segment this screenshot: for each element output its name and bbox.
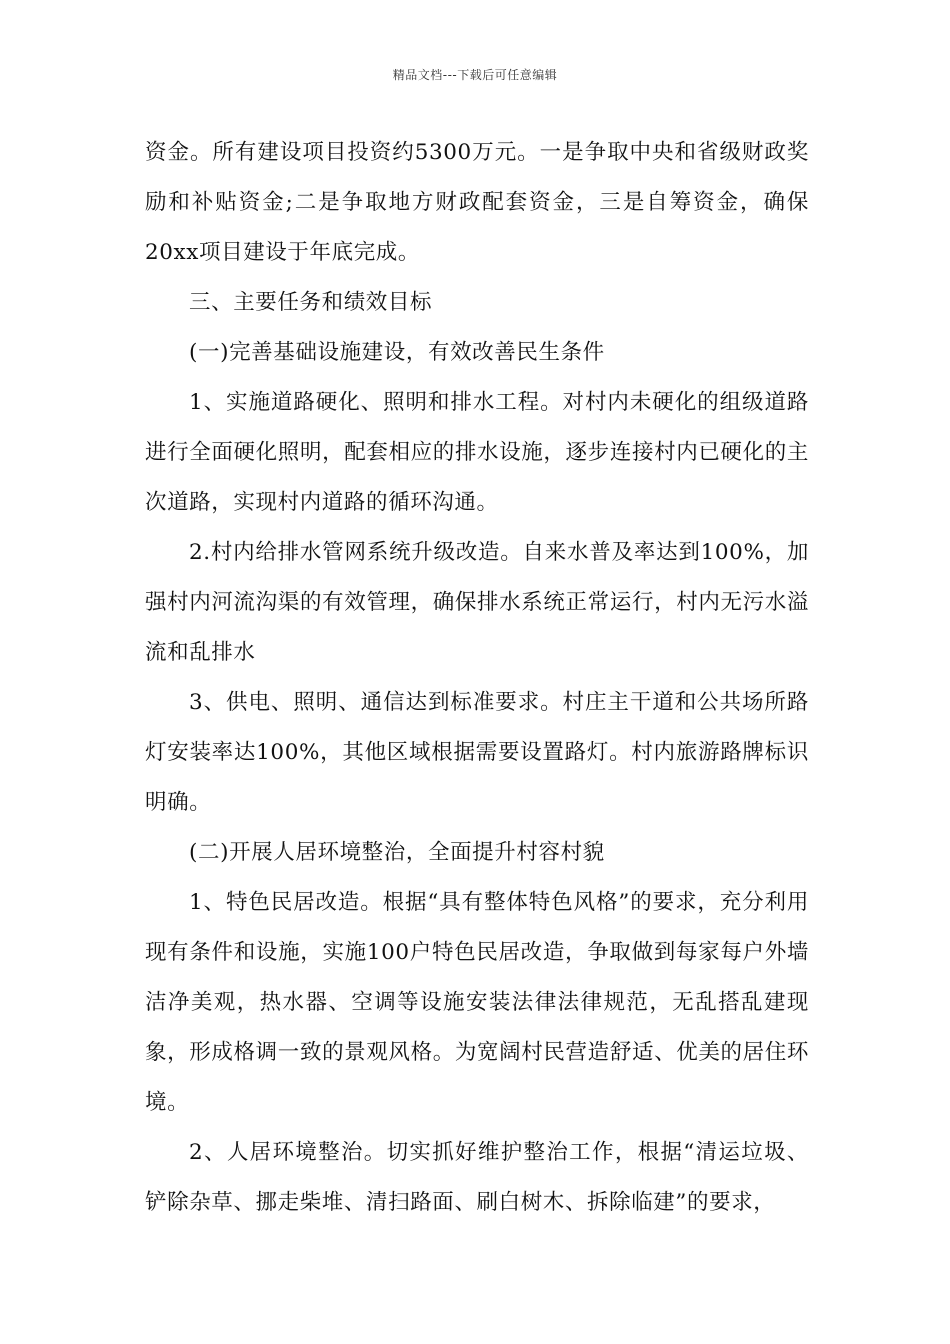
paragraph-environment-rectification: 2、人居环境整治。切实抓好维护整治工作，根据“清运垃圾、铲除杂草、挪走柴堆、清扫路面、刷白树木、拆除临建”的要求， xyxy=(145,1140,809,1215)
subsection-heading-living-environment: (二)开展人居环境整治，全面提升村容村貌 xyxy=(189,840,605,865)
paragraph-residence-renovation: 1、特色民居改造。根据“具有整体特色风格”的要求，充分利用现有条件和设施，实施100户特色民居改造，争取做到每家每户外墙洁净美观，热水器、空调等设施安装法律法律规范，无乱搭乱建现象，形成格调一致的景观风格。为宽阔村民营造舒适、优美的居住环境。 xyxy=(145,890,809,1115)
paragraph-funding: 资金。所有建设项目投资约5300万元。一是争取中央和省级财政奖励和补贴资金;二是争取地方财政配套资金，三是自筹资金，确保20xx项目建设于年底完成。 xyxy=(145,140,809,265)
paragraph-water-network: 2.村内给排水管网系统升级改造。自来水普及率达到100%，加强村内河流沟渠的有效管理，确保排水系统正常运行，村内无污水溢流和乱排水 xyxy=(145,540,809,665)
paragraph-road-hardening: 1、实施道路硬化、照明和排水工程。对村内未硬化的组级道路进行全面硬化照明，配套相应的排水设施，逐步连接村内已硬化的主次道路，实现村内道路的循环沟通。 xyxy=(145,390,809,515)
subsection-heading-infrastructure: (一)完善基础设施建设，有效改善民生条件 xyxy=(189,340,605,365)
document-body xyxy=(145,128,809,1228)
page-header: 精品文档---下载后可任意编辑 xyxy=(392,68,558,82)
section-heading-main-tasks: 三、主要任务和绩效目标 xyxy=(189,290,433,315)
paragraph-power-lighting: 3、供电、照明、通信达到标准要求。村庄主干道和公共场所路灯安装率达100%，其他区域根据需要设置路灯。村内旅游路牌标识明确。 xyxy=(145,690,809,815)
